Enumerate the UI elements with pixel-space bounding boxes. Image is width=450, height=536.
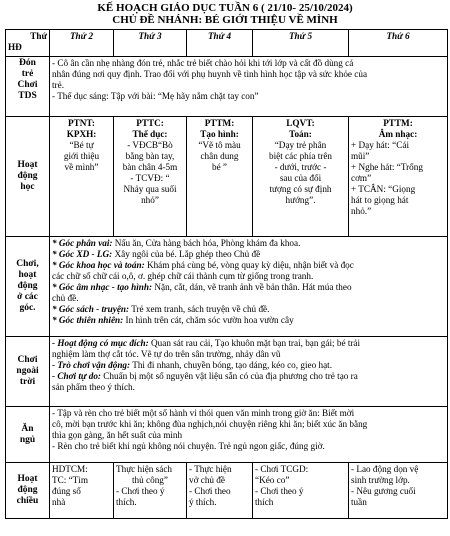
row-label-outdoor: Chơi ngoài trời	[6, 337, 50, 407]
plan-title: KẾ HOẠCH GIÁO DỤC TUẦN 6 ( 21/10- 25/10/2024)	[97, 2, 353, 14]
weekly-plan-table	[5, 29, 448, 519]
col-header-wed: Thứ 4	[187, 30, 253, 57]
afternoon-tue: Thực hiện sách thủ công” - Chơi theo ý thích.	[114, 463, 187, 519]
row-label-meal: Ăn ngủ	[6, 407, 50, 463]
row-afternoon	[6, 463, 448, 519]
afternoon-fri: - Lao động dọn vệ sinh trường lớp. - Nêu gương cuối tuần	[349, 463, 448, 519]
afternoon-thu: - Chơi TCGD: “Kéo co” - Chơi theo ý thích	[253, 463, 349, 519]
row-meal	[6, 407, 448, 463]
afternoon-wed: - Thực hiện vở chủ đề - Chơi theo ý thích.	[187, 463, 253, 519]
col-header-thu: Thứ 5	[253, 30, 349, 57]
col-header-fri: Thứ 6	[349, 30, 448, 57]
row-corners	[6, 237, 448, 337]
corner-cell: Thứ HĐ	[6, 30, 50, 57]
corners-content: * Góc phân vai: Nấu ăn, Cửa hàng bách hóa, Phòng khám đa khoa. * Góc XD - LG: Xây ngôi của bé. Lắp ghép theo Chủ đề * Góc khoa học và toán: Khám phá cùng bé, vòng quay kỳ diệu, nhận biết và đọc các chữ số chữ cái o,ô, ơ. ghép chữ cái thành cụm từ giống trong tranh. * Góc âm nhạc - tạo hình: Nặn, cắt, dán, vẽ tranh ảnh về bản thân. Hát múa theo chủ đề. * Góc sách - truyện: Trẻ xem tranh, sách truyện về chủ đề. * Góc thiên nhiên: In hình trên cát, chăm sóc vườn hoa vườn cây	[50, 237, 448, 337]
header-row	[6, 30, 448, 57]
row-learning	[6, 117, 448, 237]
plan-subtitle: CHỦ ĐỀ NHÁNH: BÉ GIỚI THIỆU VỀ MÌNH	[112, 14, 338, 26]
meal-content: - Tập và rèn cho trẻ biết một số hành vi thói quen văn minh trong giờ ăn: Biết mời cô, mời bạn trước khi ăn; không đùa nghịch,nói chuyện riêng khi ăn; biết xúc ăn bằng thìa gọn gàng, ăn hết suất của mình - Rèn cho trẻ biết khi ngủ không nói chuyện. Trẻ ngủ ngon giấc, đúng giờ.	[50, 407, 448, 463]
outdoor-content: - Hoạt động có mục đích: Quan sát rau cải, Tạo khuôn mặt bạn trai, bạn gái; bé trải nghiệm làm thợ cắt tóc. Vẽ tự do trên sân trường, nhảy dân vũ - Trò chơi vận động: Thi đi nhanh, chuyền bóng, tạo dáng, kéo co, gieo hạt. - Chơi tự do: Chuẩn bị một số nguyên vật liệu sẵn có của địa phương cho trẻ tạo ra sản phẩm theo ý thích.	[50, 337, 448, 407]
col-header-tue: Thứ 3	[114, 30, 187, 57]
row-label-welcome: Đón trẻ Chơi TDS	[6, 57, 50, 117]
row-welcome	[6, 57, 448, 117]
row-label-corners: Chơi, hoạt động ở các góc.	[6, 237, 50, 337]
learning-fri: PTTM: Âm nhạc: + Dạy hát: “Cái mũi” + Nghe hát: “Trống cơm” + TCÂN: “Giọng hát to giọng hát nhỏ.”	[349, 117, 448, 237]
afternoon-mon: HDTCM: TC: “Tìm đúng số nhà	[50, 463, 114, 519]
learning-tue: PTTC: Thể dục: - VĐCB“Bò bằng bàn tay, bàn chân 4-5m - TCVĐ: “ Nhảy qua suối nhỏ”	[114, 117, 187, 237]
welcome-content: - Cô ân cần nhẹ nhàng đón trẻ, nhắc trẻ biết chào hỏi khi tới lớp và cất đồ dùng cá nhân đúng nơi quy định. Trao đổi với phụ huynh về tình hình học tập và sức khỏe của trẻ. - Thể dục sáng: Tập với bài: “Mẹ hãy nắm chặt tay con”	[50, 57, 448, 117]
learning-thu: LQVT: Toán: “Dạy trẻ phân biệt các phía trên - dưới, trước - sau của đối tượng có sự định hướng”.	[253, 117, 349, 237]
row-outdoor	[6, 337, 448, 407]
row-label-learning: Hoạt động học	[6, 117, 50, 237]
row-label-afternoon: Hoạt động chiều	[6, 463, 50, 519]
learning-wed: PTTM: Tạo hình: “Vẽ tô màu chân dung bé ”	[187, 117, 253, 237]
col-header-mon: Thứ 2	[50, 30, 114, 57]
learning-mon: PTNT: KPXH: “Bé tự giới thiệu về mình”	[50, 117, 114, 237]
